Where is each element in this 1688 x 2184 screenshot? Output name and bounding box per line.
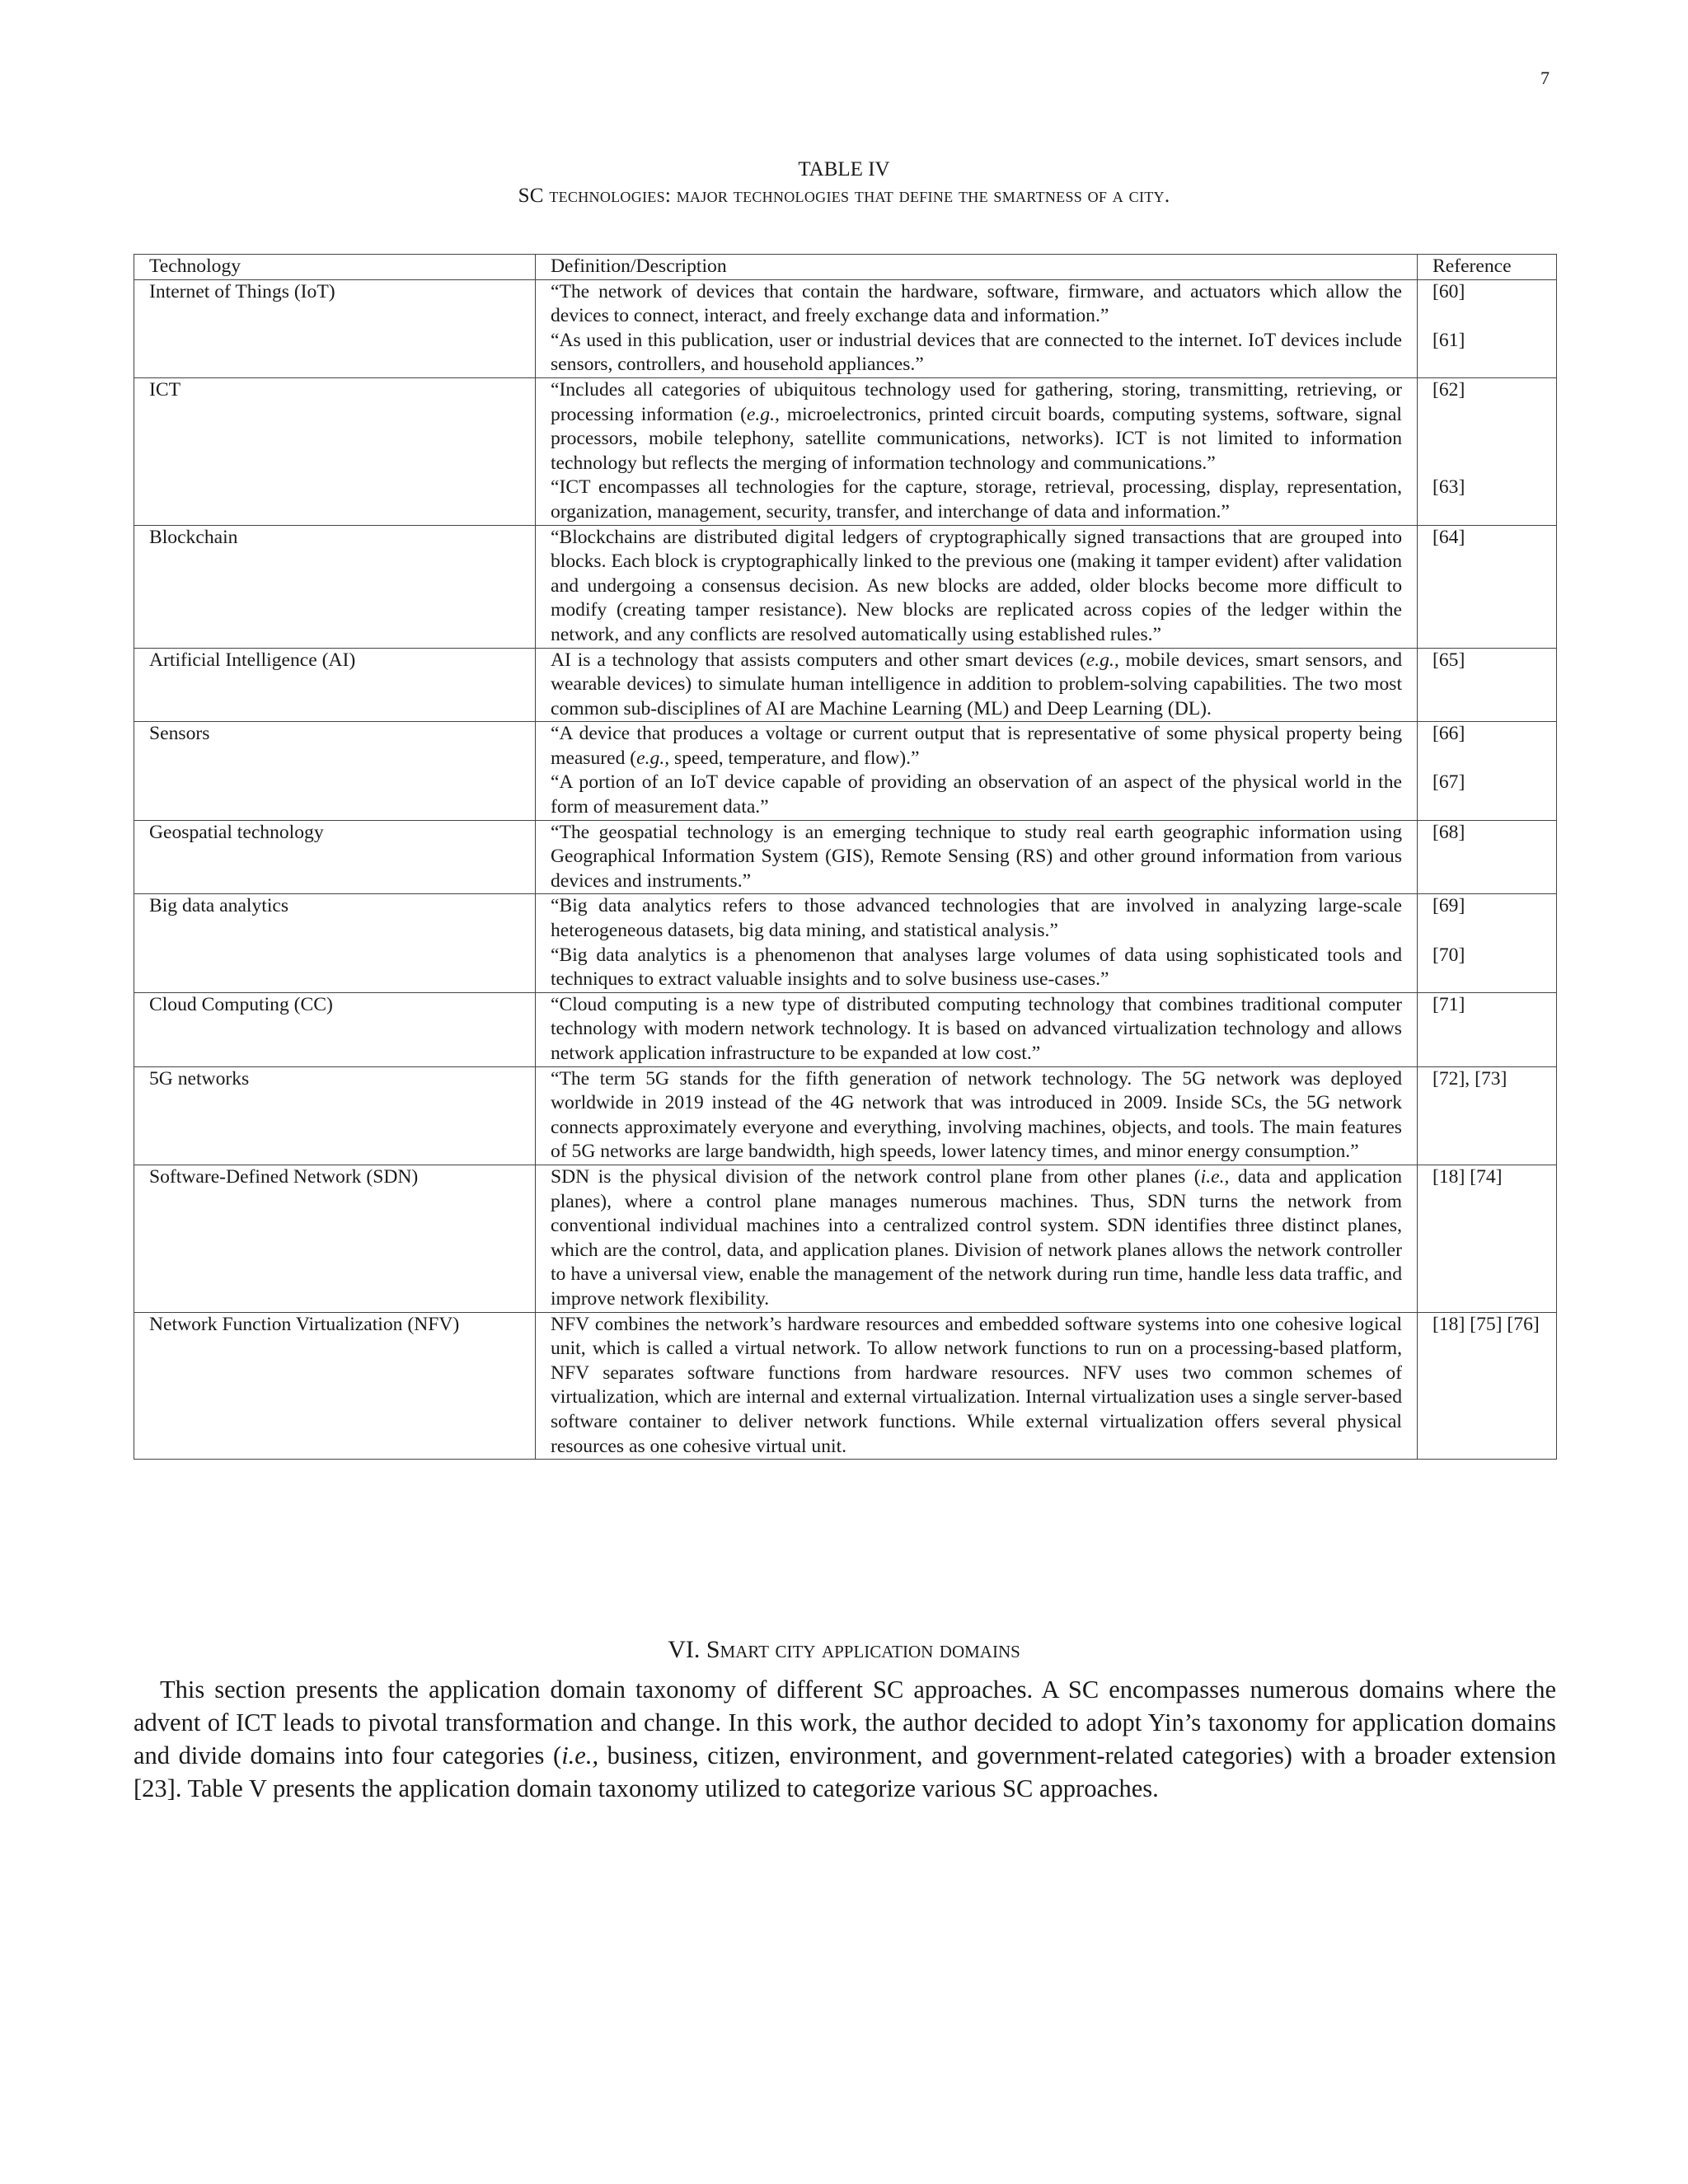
reference-cell: [65] (1418, 648, 1557, 722)
definition-cell: “The term 5G stands for the fifth generation of network technology. The 5G network was deployed worldwide in 2019 instead of the 4G network that was introduced in 2009. Inside SCs, the 5G network connects approximately everyone and everything, involving machines, objects, and tools. The main features of 5G networks are large bandwidth, high speeds, lower latency times, and minor energy consumption.” (536, 1066, 1418, 1165)
table-row (134, 1066, 1557, 1165)
reference-cell: [71] (1418, 992, 1557, 1066)
technology-cell: Geospatial technology (134, 820, 536, 894)
reference-cell: [63] (1418, 476, 1557, 525)
reference-cell: [18] [75] [76] (1418, 1312, 1557, 1460)
reference-cell: [67] (1418, 771, 1557, 820)
reference-cell: [72], [73] (1418, 1066, 1557, 1165)
definition-cell: “Includes all categories of ubiquitous technology used for gathering, storing, transmitting, retrieving, or processing information (e.g., microelectronics, printed circuit boards, computing systems, software, signal processors, mobile telephony, satellite communications, networks). ICT is not limited to information technology but reflects the merging of information technology and communications.” (536, 377, 1418, 476)
column-header-definition: Definition/Description (536, 255, 1418, 280)
section-heading (132, 1633, 1556, 1666)
technology-cell: Software-Defined Network (SDN) (134, 1165, 536, 1312)
technology-cell: Artificial Intelligence (AI) (134, 648, 536, 722)
technology-cell: Sensors (134, 722, 536, 771)
technology-cell: Blockchain (134, 525, 536, 648)
table-body (134, 279, 1557, 1460)
table-row (134, 722, 1557, 771)
table-row (134, 894, 1557, 944)
reference-cell: [66] (1418, 722, 1557, 771)
technology-cell: 5G networks (134, 1066, 536, 1165)
definition-cell: SDN is the physical division of the network control plane from other planes (i.e., data and application planes), where a control plane manages numerous machines. Thus, SDN turns the network from conventional individual machines into a centralized control system. SDN identifies three distinct planes, which are the control, data, and application planes. Division of network planes allows the network controller to have a universal view, enable the management of the network during run time, handle less data traffic, and improve network flexibility. (536, 1165, 1418, 1312)
technology-cell (134, 476, 536, 525)
definition-cell: “A device that produces a voltage or current output that is representative of some physical property being measured (e.g., speed, temperature, and flow).” (536, 722, 1418, 771)
reference-cell: [62] (1418, 377, 1557, 476)
table-row (134, 279, 1557, 329)
technologies-table (134, 254, 1557, 1460)
table-caption (132, 157, 1556, 209)
definition-cell: “Big data analytics refers to those advanced technologies that are involved in analyzing large-scale heterogeneous datasets, big data mining, and statistical analysis.” (536, 894, 1418, 944)
reference-cell: [61] (1418, 329, 1557, 378)
definition-cell: “The network of devices that contain the hardware, software, firmware, and actuators which allow the devices to connect, interact, and freely exchange data and information.” (536, 279, 1418, 329)
reference-cell: [60] (1418, 279, 1557, 329)
table-header-row (134, 255, 1557, 280)
technology-cell: Network Function Virtualization (NFV) (134, 1312, 536, 1460)
definition-cell: NFV combines the network’s hardware resources and embedded software systems into one cohesive logical unit, which is called a virtual network. To allow network functions to run on a processing-based platform, NFV separates software functions from hardware resources. NFV uses two common schemes of virtualization, which are internal and external virtualization. Internal virtualization uses a single server-based software container to deliver network functions. While external virtualization offers several physical resources as one cohesive virtual unit. (536, 1312, 1418, 1460)
table-row (134, 377, 1557, 476)
technologies-table-container (134, 254, 1556, 1460)
table-title: SC technologies: major technologies that define the smartness of a city. (518, 185, 1170, 207)
definition-cell: “Cloud computing is a new type of distributed computing technology that combines traditional computer technology with modern network technology. It is based on advanced virtualization technology and allows network application infrastructure to be expanded at low cost.” (536, 992, 1418, 1066)
technology-cell: Cloud Computing (CC) (134, 992, 536, 1066)
technology-cell (134, 944, 536, 993)
section-paragraph: This section presents the application domain taxonomy of different SC approaches. A SC encompasses numerous domains where the advent of ICT leads to pivotal transformation and change. In this work, the author decided to adopt Yin’s taxonomy for application domains and divide domains into four categories (i.e., business, citizen, environment, and government-related categories) with a broader extension [23]. Table V presents the application domain taxonomy utilized to categorize various SC approaches. (134, 1675, 1557, 1802)
table-row (134, 771, 1557, 820)
page-number: 7 (1540, 68, 1550, 88)
definition-cell: “Big data analytics is a phenomenon that analyses large volumes of data using sophisticated tools and techniques to extract valuable insights and to solve business use-cases.” (536, 944, 1418, 993)
table-row (134, 329, 1557, 378)
table-row (134, 820, 1557, 894)
definition-cell: “A portion of an IoT device capable of providing an observation of an aspect of the physical world in the form of measurement data.” (536, 771, 1418, 820)
table-row (134, 648, 1557, 722)
column-header-reference: Reference (1418, 255, 1557, 280)
table-row (134, 1312, 1557, 1460)
technology-cell (134, 329, 536, 378)
definition-cell: AI is a technology that assists computers and other smart devices (e.g., mobile devices, smart sensors, and wearable devices) to simulate human intelligence in addition to problem-solving capabilities. The two most common sub-disciplines of AI are Machine Learning (ML) and Deep Learning (DL). (536, 648, 1418, 722)
table-row (134, 944, 1557, 993)
definition-cell: “The geospatial technology is an emerging technique to study real earth geographic information using Geographical Information System (GIS), Remote Sensing (RS) and other ground information from various devices and instruments.” (536, 820, 1418, 894)
reference-cell: [68] (1418, 820, 1557, 894)
table-label: TABLE IV (798, 158, 890, 180)
section-number: VI. (668, 1636, 701, 1663)
reference-cell: [64] (1418, 525, 1557, 648)
reference-cell: [18] [74] (1418, 1165, 1557, 1312)
table-header (134, 255, 1557, 280)
technology-cell (134, 771, 536, 820)
section-title: Smart city application domains (706, 1636, 1020, 1663)
reference-cell: [69] (1418, 894, 1557, 944)
column-header-technology: Technology (134, 255, 536, 280)
technology-cell: Big data analytics (134, 894, 536, 944)
table-row (134, 476, 1557, 525)
definition-cell: “Blockchains are distributed digital ledgers of cryptographically signed transactions that are grouped into blocks. Each block is cryptographically linked to the previous one (making it tamper evident) after validation and undergoing a consensus decision. As new blocks are added, older blocks become more difficult to modify (creating tamper resistance). New blocks are replicated across copies of the ledger within the network, and any conflicts are resolved automatically using established rules.” (536, 525, 1418, 648)
reference-cell: [70] (1418, 944, 1557, 993)
table-row (134, 992, 1557, 1066)
table-row (134, 525, 1557, 648)
definition-cell: “ICT encompasses all technologies for the capture, storage, retrieval, processing, display, representation, organization, management, security, transfer, and interchange of data and information.” (536, 476, 1418, 525)
table-row (134, 1165, 1557, 1312)
technology-cell: Internet of Things (IoT) (134, 279, 536, 329)
technology-cell: ICT (134, 377, 536, 476)
definition-cell: “As used in this publication, user or industrial devices that are connected to the internet. IoT devices include sensors, controllers, and household appliances.” (536, 329, 1418, 378)
